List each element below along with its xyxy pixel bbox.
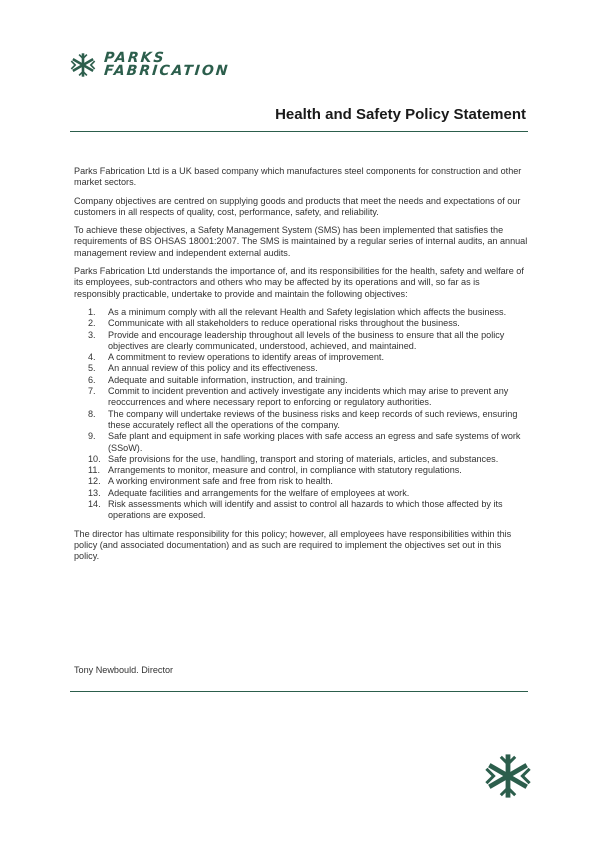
footer-divider [70, 691, 528, 692]
company-logo [70, 50, 270, 80]
list-item: 4. A commitment to review operations to identify areas of improvement. [88, 352, 384, 363]
objectives-list [74, 307, 528, 522]
logo-line-1: PARKS [103, 50, 167, 66]
list-item: 8. The company will undertake reviews of the business risks and keep records of such reviews, ensuring these accurately reflect all the operations of the company. [88, 408, 518, 430]
list-item: 12. A working environment safe and free from risk to health. [88, 476, 333, 487]
signature-line: Tony Newbould. Director [74, 665, 174, 675]
list-item: 6. Adequate and suitable information, instruction, and training. [88, 374, 348, 385]
logo-line-2: FABRICATION [103, 63, 231, 79]
page-title: Health and Safety Policy Statement [275, 106, 526, 123]
list-item: 10. Safe provisions for the use, handling, transport and storing of materials, articles, and substances. [88, 453, 499, 464]
closing-paragraph: The director has ultimate responsibility for this policy; however, all employees have responsibilities within this policy (and associated documentation) and as such are required to implement the objectives set out in this policy. [74, 528, 512, 562]
list-item: 5. An annual review of this policy and its effectiveness. [88, 363, 318, 374]
list-item: 7. Commit to incident prevention and actively investigate any incidents which may arise to prevent any reoccurrences and where necessary report to enforcing or regulatory authorities. [88, 386, 509, 408]
list-item: 11. Arrangements to monitor, measure and control, in compliance with statutory regulations. [88, 465, 462, 476]
snowflake-logo-icon [70, 52, 96, 78]
list-item: 3. Provide and encourage leadership throughout all levels of the business to ensure that all the policy objectives are clearly communicated, understood, achieved, and maintained. [88, 329, 505, 351]
list-item: 13. Adequate facilities and arrangements for the welfare of employees at work. [88, 487, 410, 498]
logo-wordmark [104, 52, 229, 78]
intro-paragraph-4: Parks Fabrication Ltd understands the importance of, and its responsibilities for the health, safety and welfare of its employees, sub-contractors and others who may be affected by its operations and will, so far as is responsibly practicable, undertake to provide and maintain the following objectives: [74, 266, 524, 299]
policy-body [74, 166, 528, 570]
list-item: 1. As a minimum comply with all the relevant Health and Safety legislation which affects the business. [88, 306, 507, 317]
header-divider [70, 131, 528, 132]
intro-paragraph-2: Company objectives are centred on supplying goods and products that meet the needs and expectations of our customers in all respects of quality, cost, performance, safety, and reliability. [74, 195, 521, 217]
list-item: 14. Risk assessments which will identify and assist to control all hazards to which those affected by its operations are exposed. [88, 499, 503, 521]
list-item: 9. Safe plant and equipment in safe working places with safe access an egress and safe systems of work (SSoW). [88, 431, 521, 453]
intro-paragraph-3: To achieve these objectives, a Safety Management System (SMS) has been implemented that satisfies the requirements of BS OHSAS 18001:2007. The SMS is maintained by a regular series of internal audits, an annual management review and independent external audits. [74, 225, 528, 258]
snowflake-logo-icon [484, 752, 532, 800]
intro-paragraph-1: Parks Fabrication Ltd is a UK based company which manufactures steel components for construction and other market sectors. [74, 166, 522, 188]
list-item: 2. Communicate with all stakeholders to reduce operational risks throughout the business. [88, 318, 460, 329]
